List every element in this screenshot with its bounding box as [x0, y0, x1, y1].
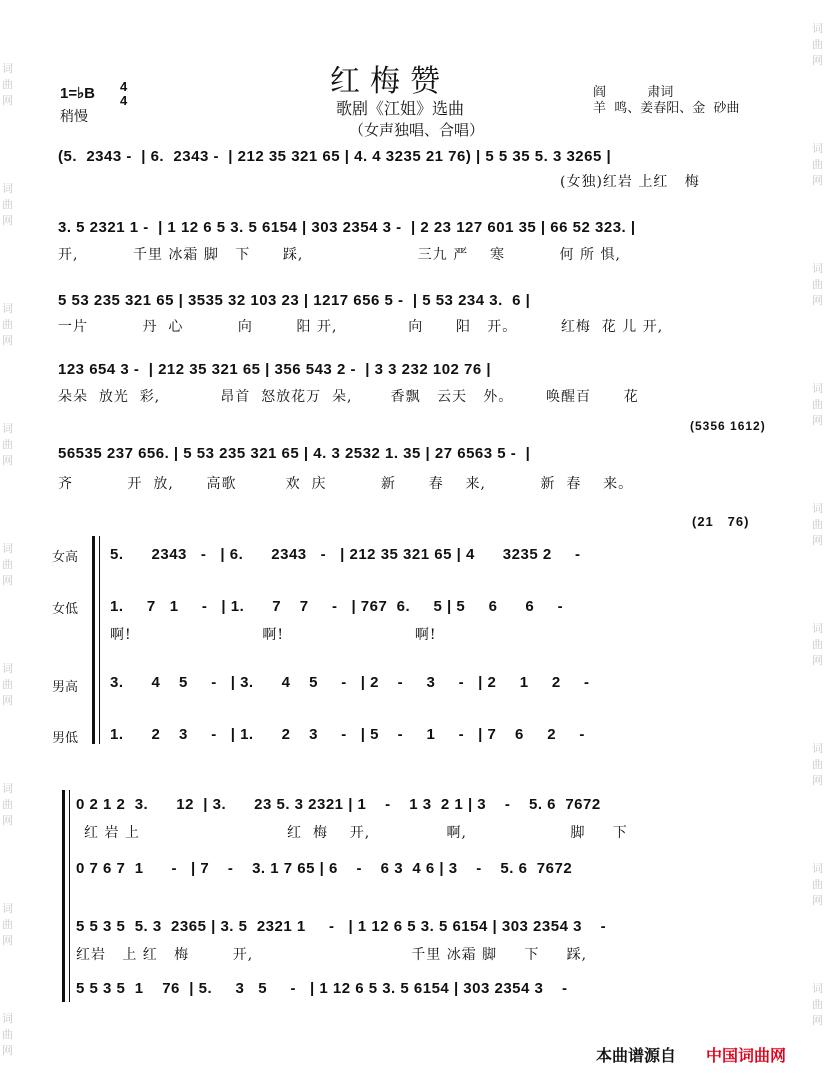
voice-label-soprano: 女高 [52, 550, 79, 565]
watermark-text: 词曲网 [812, 382, 823, 427]
watermark-text: 词曲网 [2, 542, 13, 587]
lyrics-line: 朵朵 放光 彩, 昂首 怒放花万 朵, 香飘 云天 外。 唤醒百 花 [58, 389, 639, 405]
watermark-text: 词曲网 [2, 62, 13, 107]
lyrics-line: 红 岩 上 红 梅 开, 啊, 脚 下 [84, 825, 628, 841]
watermark-text: 词曲网 [2, 182, 13, 227]
tempo-marking: 稍慢 [60, 109, 88, 125]
notation-line: 1. 7 1 - | 1. 7 7 - | 767 6. 5 | 5 6 6 - [110, 598, 564, 615]
notation-line: 123 654 3 - | 212 35 321 65 | 356 543 2 - | 3 3 232 102 76 | [58, 361, 492, 378]
system-bracket-inner [99, 536, 100, 744]
watermark-text: 词曲网 [2, 1012, 13, 1057]
lyrics-line: 齐 开 放, 高歌 欢 庆 新 春 来, 新 春 来。 [58, 476, 634, 492]
ossia-notation: (21 76) [692, 514, 750, 529]
site-name: 中国词曲网 [706, 1048, 787, 1065]
watermark-text: 词曲网 [812, 982, 823, 1027]
watermark-text: 词曲网 [812, 742, 823, 787]
song-subtitle: 歌剧《江姐》选曲 [336, 99, 465, 118]
notation-line: 3. 5 2321 1 - | 1 12 6 5 3. 5 6154 | 303 2354 3 - | 2 23 127 601 35 | 66 52 323. | [58, 219, 636, 236]
system-bracket-inner [69, 790, 70, 1002]
watermark-text: 词曲网 [812, 22, 823, 67]
performance-note: （女声独唱、合唱） [349, 121, 485, 139]
ossia-notation: (5356 1612) [690, 419, 766, 433]
watermark-text: 词曲网 [2, 302, 13, 347]
watermark-text: 词曲网 [812, 502, 823, 547]
watermark-text: 词曲网 [2, 902, 13, 947]
lyrics-line: 一片 丹 心 向 阳 开, 向 阳 开。 红梅 花 儿 开, [58, 319, 664, 335]
notation-line: 5 53 235 321 65 | 3535 32 103 23 | 1217 656 5 - | 5 53 234 3. 6 | [58, 292, 531, 309]
voice-label-bass: 男低 [52, 731, 79, 746]
lyricist-credit: 阎 肃词 [593, 85, 674, 100]
meter-top: 4 [120, 79, 128, 94]
watermark-right [812, 0, 828, 1089]
song-title: 红梅赞 [330, 64, 450, 99]
notation-line: 3. 4 5 - | 3. 4 5 - | 2 - 3 - | 2 1 2 - [110, 674, 590, 691]
notation-line: 56535 237 656. | 5 53 235 321 65 | 4. 3 2532 1. 35 | 27 6563 5 - | [58, 445, 531, 462]
watermark-text: 词曲网 [812, 862, 823, 907]
watermark-text: 词曲网 [812, 262, 823, 307]
composer-credit: 羊 鸣、姜春阳、金 砂曲 [593, 101, 740, 116]
notation-line: (5. 2343 - | 6. 2343 - | 212 35 321 65 | 4. 4 3235 21 76) | 5 5 35 5. 3 3265 | [58, 148, 612, 165]
watermark-text: 词曲网 [2, 662, 13, 707]
system-bracket [92, 536, 95, 744]
meter-bottom: 4 [120, 93, 128, 108]
key-signature: 1=♭B [60, 85, 96, 102]
notation-line: 5 5 3 5 1 76 | 5. 3 5 - | 1 12 6 5 3. 5 6154 | 303 2354 3 - [76, 980, 568, 997]
lyrics-line: 开, 千里 冰霜 脚 下 踩, 三九 严 寒 何 所 惧, [58, 247, 621, 263]
watermark-text: 词曲网 [2, 782, 13, 827]
lyrics-line: (女独)红岩 上红 梅 [560, 174, 700, 190]
watermark-text: 词曲网 [2, 422, 13, 467]
notation-line: 5. 2343 - | 6. 2343 - | 212 35 321 65 | 4 3235 2 - [110, 546, 581, 563]
notation-line: 1. 2 3 - | 1. 2 3 - | 5 - 1 - | 7 6 2 - [110, 726, 585, 743]
voice-label-tenor: 男高 [52, 680, 79, 695]
lyrics-line: 啊! 啊! 啊! [110, 627, 437, 643]
notation-line: 5 5 3 5 5. 3 2365 | 3. 5 2321 1 - | 1 12 6 5 3. 5 6154 | 303 2354 3 - [76, 918, 607, 935]
notation-line: 0 2 1 2 3. 12 | 3. 23 5. 3 2321 | 1 - 1 3 2 1 | 3 - 5. 6 7672 [76, 796, 601, 813]
notation-line: 0 7 6 7 1 - | 7 - 3. 1 7 65 | 6 - 6 3 4 6 | 3 - 5. 6 7672 [76, 860, 573, 877]
watermark-text: 词曲网 [812, 622, 823, 667]
time-signature [120, 80, 127, 108]
source-label: 本曲谱源自 [596, 1048, 677, 1065]
lyrics-line: 红岩 上 红 梅 开, 千里 冰霜 脚 下 踩, [76, 947, 588, 963]
system-bracket [62, 790, 65, 1002]
voice-label-alto: 女低 [52, 602, 79, 617]
watermark-text: 词曲网 [812, 142, 823, 187]
watermark-left [2, 0, 18, 1089]
